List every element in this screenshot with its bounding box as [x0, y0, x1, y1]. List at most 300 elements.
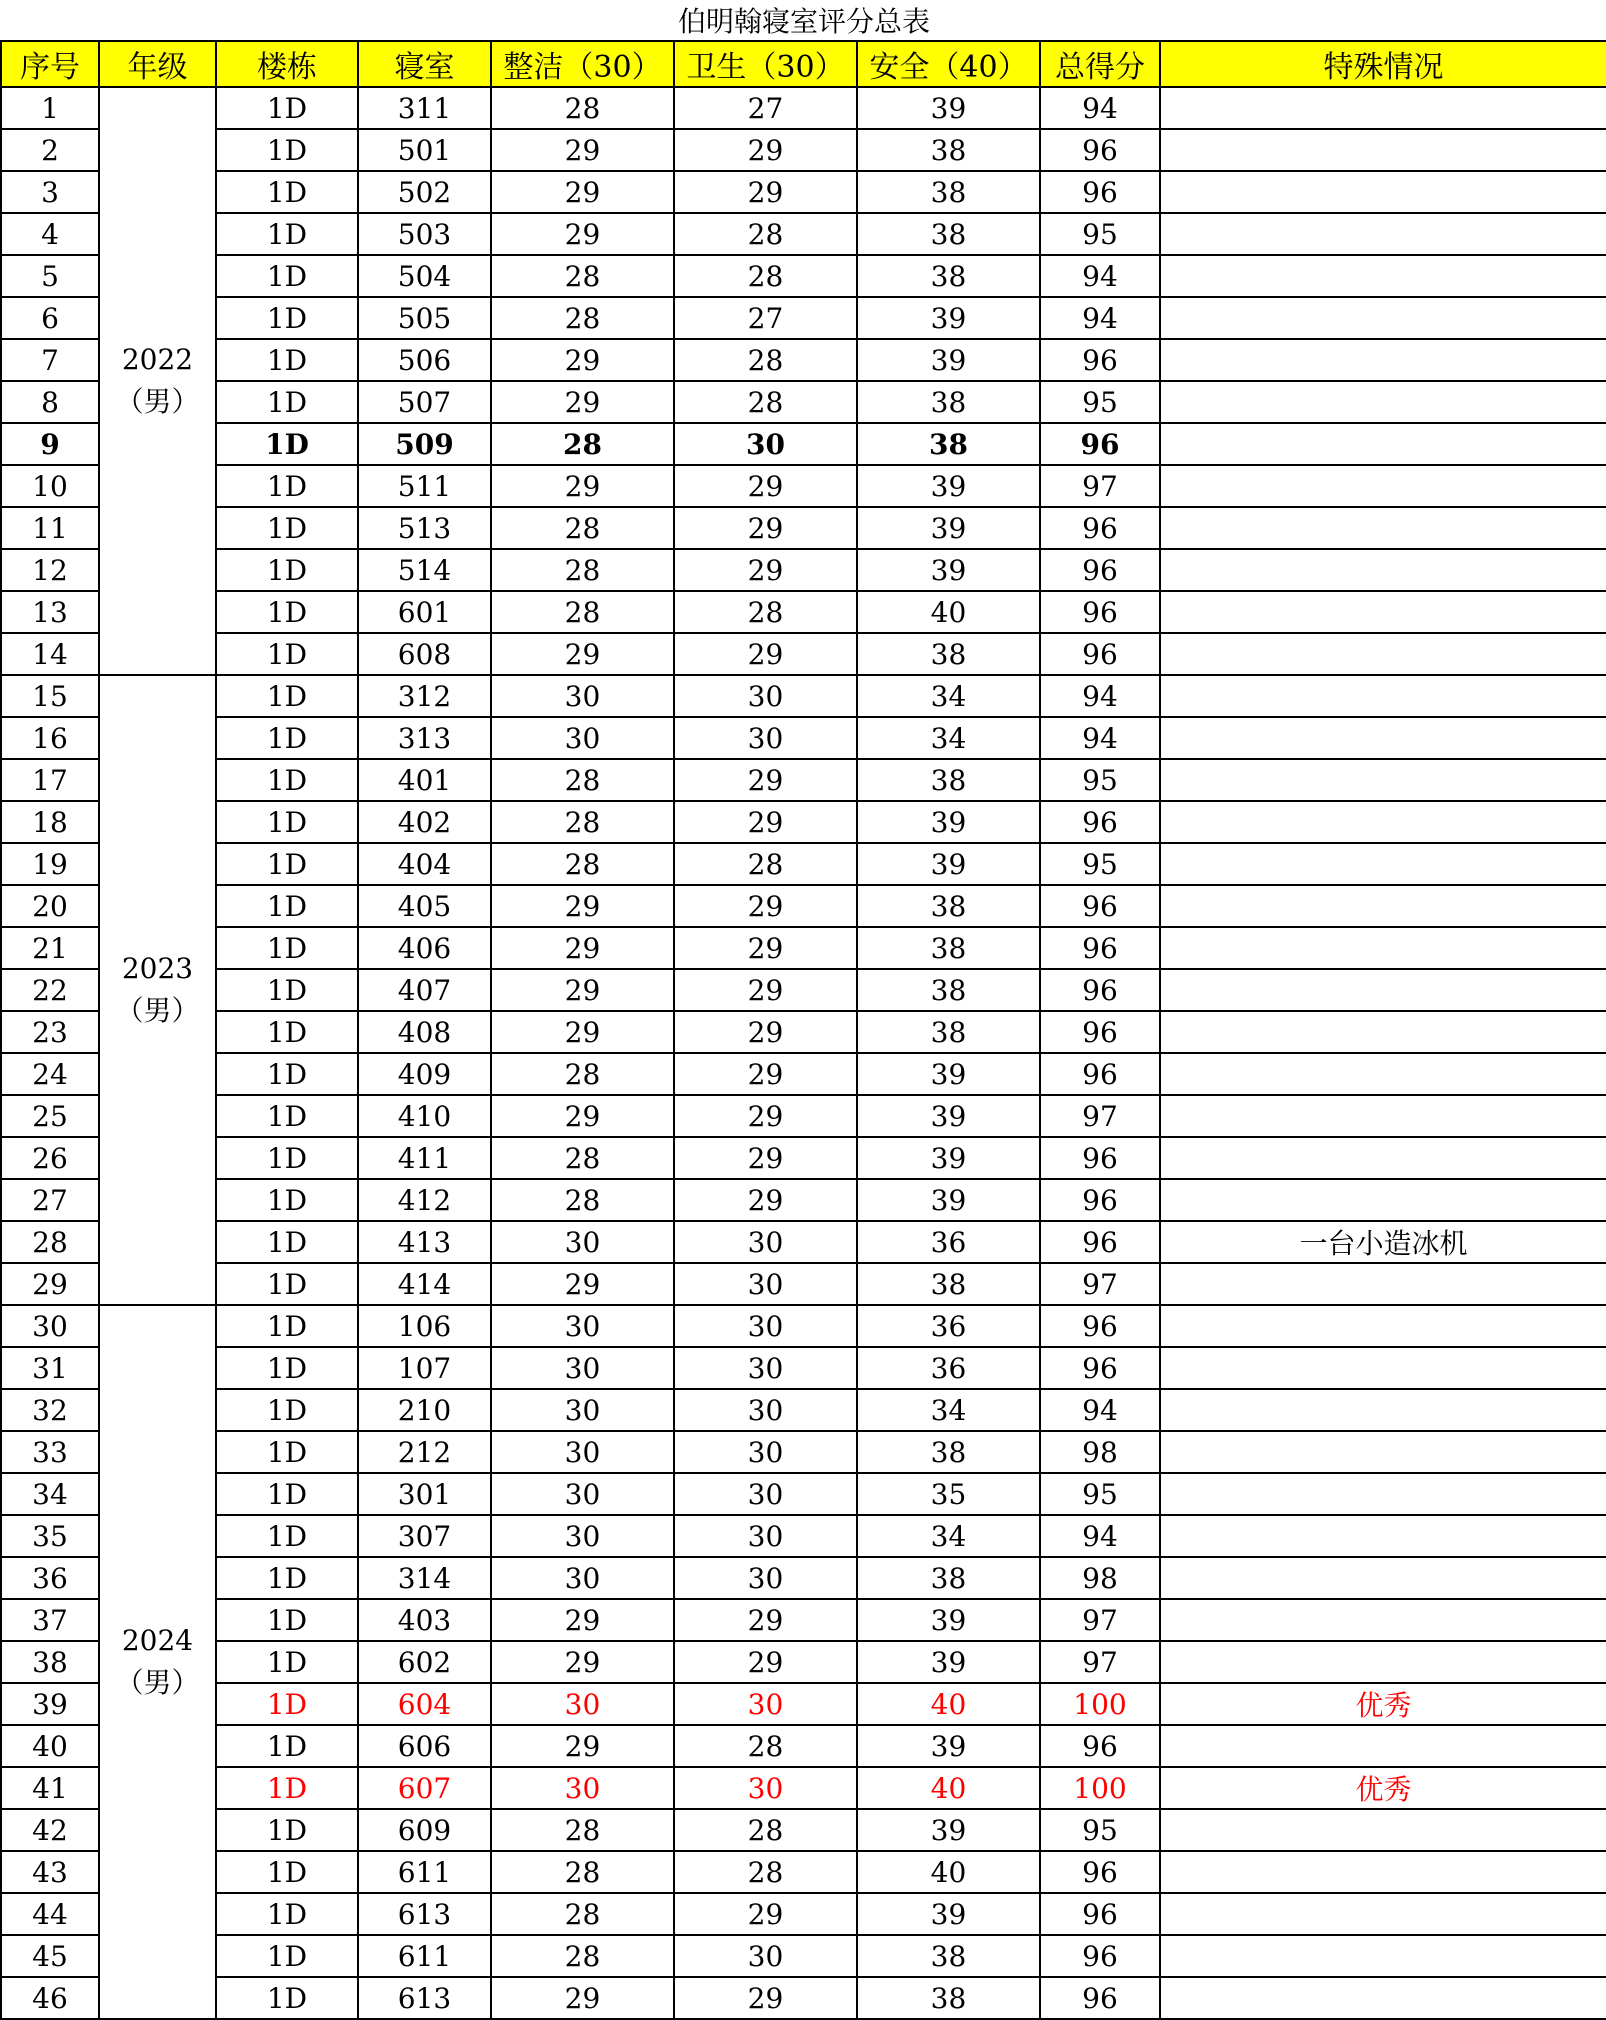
cell-hygiene[interactable]: 30 [674, 1305, 857, 1347]
cell-hygiene[interactable]: 28 [674, 843, 857, 885]
header-cell-hygiene[interactable]: 卫生（30） [674, 41, 857, 87]
cell-building[interactable]: 1D [216, 633, 358, 675]
cell-building[interactable]: 1D [216, 801, 358, 843]
cell-safety[interactable]: 39 [857, 1599, 1040, 1641]
cell-building[interactable]: 1D [216, 1473, 358, 1515]
cell-tidy[interactable]: 28 [491, 423, 674, 465]
cell-total[interactable]: 96 [1040, 507, 1160, 549]
cell-building[interactable]: 1D [216, 255, 358, 297]
cell-safety[interactable]: 38 [857, 213, 1040, 255]
cell-note[interactable] [1160, 339, 1606, 381]
cell-no[interactable]: 31 [1, 1347, 99, 1389]
cell-no[interactable]: 3 [1, 171, 99, 213]
cell-total[interactable]: 97 [1040, 1263, 1160, 1305]
cell-safety[interactable]: 40 [857, 1683, 1040, 1725]
cell-hygiene[interactable]: 29 [674, 1137, 857, 1179]
cell-safety[interactable]: 36 [857, 1221, 1040, 1263]
cell-tidy[interactable]: 30 [491, 1557, 674, 1599]
cell-note[interactable] [1160, 1557, 1606, 1599]
cell-tidy[interactable]: 29 [491, 1011, 674, 1053]
cell-total[interactable]: 96 [1040, 1179, 1160, 1221]
cell-room[interactable]: 405 [358, 885, 491, 927]
cell-building[interactable]: 1D [216, 381, 358, 423]
cell-hygiene[interactable]: 30 [674, 1221, 857, 1263]
cell-no[interactable]: 17 [1, 759, 99, 801]
cell-note[interactable] [1160, 1347, 1606, 1389]
cell-tidy[interactable]: 28 [491, 759, 674, 801]
cell-safety[interactable]: 40 [857, 1767, 1040, 1809]
cell-room[interactable]: 413 [358, 1221, 491, 1263]
cell-no[interactable]: 1 [1, 87, 99, 129]
cell-total[interactable]: 96 [1040, 1977, 1160, 2019]
cell-safety[interactable]: 34 [857, 1515, 1040, 1557]
cell-tidy[interactable]: 29 [491, 381, 674, 423]
cell-tidy[interactable]: 28 [491, 1893, 674, 1935]
cell-safety[interactable]: 39 [857, 1053, 1040, 1095]
cell-note[interactable] [1160, 171, 1606, 213]
cell-tidy[interactable]: 28 [491, 507, 674, 549]
cell-building[interactable]: 1D [216, 717, 358, 759]
cell-safety[interactable]: 38 [857, 885, 1040, 927]
cell-no[interactable]: 23 [1, 1011, 99, 1053]
cell-tidy[interactable]: 29 [491, 1599, 674, 1641]
cell-safety[interactable]: 40 [857, 591, 1040, 633]
cell-room[interactable]: 412 [358, 1179, 491, 1221]
cell-safety[interactable]: 38 [857, 633, 1040, 675]
cell-no[interactable]: 14 [1, 633, 99, 675]
cell-safety[interactable]: 38 [857, 1431, 1040, 1473]
cell-building[interactable]: 1D [216, 1053, 358, 1095]
cell-building[interactable]: 1D [216, 1809, 358, 1851]
cell-building[interactable]: 1D [216, 1179, 358, 1221]
cell-building[interactable]: 1D [216, 1431, 358, 1473]
cell-note[interactable] [1160, 927, 1606, 969]
cell-note[interactable] [1160, 675, 1606, 717]
cell-room[interactable]: 314 [358, 1557, 491, 1599]
cell-tidy[interactable]: 28 [491, 549, 674, 591]
cell-room[interactable]: 401 [358, 759, 491, 801]
cell-safety[interactable]: 38 [857, 1011, 1040, 1053]
cell-no[interactable]: 24 [1, 1053, 99, 1095]
cell-tidy[interactable]: 30 [491, 1767, 674, 1809]
cell-note[interactable] [1160, 591, 1606, 633]
cell-no[interactable]: 45 [1, 1935, 99, 1977]
cell-safety[interactable]: 38 [857, 969, 1040, 1011]
cell-room[interactable]: 311 [358, 87, 491, 129]
header-cell-no[interactable]: 序号 [1, 41, 99, 87]
cell-hygiene[interactable]: 29 [674, 759, 857, 801]
cell-tidy[interactable]: 28 [491, 843, 674, 885]
cell-no[interactable]: 36 [1, 1557, 99, 1599]
cell-safety[interactable]: 36 [857, 1305, 1040, 1347]
cell-room[interactable]: 509 [358, 423, 491, 465]
cell-room[interactable]: 608 [358, 633, 491, 675]
cell-note[interactable] [1160, 255, 1606, 297]
cell-room[interactable]: 312 [358, 675, 491, 717]
cell-hygiene[interactable]: 27 [674, 297, 857, 339]
cell-building[interactable]: 1D [216, 1095, 358, 1137]
cell-note[interactable] [1160, 759, 1606, 801]
cell-tidy[interactable]: 29 [491, 465, 674, 507]
cell-note[interactable] [1160, 423, 1606, 465]
cell-safety[interactable]: 39 [857, 1725, 1040, 1767]
cell-total[interactable]: 95 [1040, 1809, 1160, 1851]
cell-building[interactable]: 1D [216, 129, 358, 171]
cell-tidy[interactable]: 30 [491, 1221, 674, 1263]
cell-hygiene[interactable]: 29 [674, 549, 857, 591]
cell-room[interactable]: 602 [358, 1641, 491, 1683]
cell-no[interactable]: 19 [1, 843, 99, 885]
cell-room[interactable]: 504 [358, 255, 491, 297]
cell-room[interactable]: 507 [358, 381, 491, 423]
cell-note[interactable] [1160, 1851, 1606, 1893]
cell-total[interactable]: 96 [1040, 633, 1160, 675]
cell-hygiene[interactable]: 29 [674, 801, 857, 843]
cell-safety[interactable]: 38 [857, 1557, 1040, 1599]
cell-note[interactable] [1160, 1095, 1606, 1137]
cell-no[interactable]: 43 [1, 1851, 99, 1893]
cell-no[interactable]: 25 [1, 1095, 99, 1137]
cell-tidy[interactable]: 29 [491, 885, 674, 927]
cell-total[interactable]: 96 [1040, 423, 1160, 465]
cell-note[interactable] [1160, 1179, 1606, 1221]
cell-safety[interactable]: 38 [857, 423, 1040, 465]
cell-hygiene[interactable]: 30 [674, 1347, 857, 1389]
cell-total[interactable]: 94 [1040, 1389, 1160, 1431]
cell-hygiene[interactable]: 29 [674, 1053, 857, 1095]
cell-safety[interactable]: 35 [857, 1473, 1040, 1515]
cell-safety[interactable]: 39 [857, 507, 1040, 549]
cell-building[interactable]: 1D [216, 927, 358, 969]
cell-building[interactable]: 1D [216, 843, 358, 885]
header-cell-note[interactable]: 特殊情况 [1160, 41, 1606, 87]
cell-grade[interactable] [99, 1305, 216, 2019]
cell-building[interactable]: 1D [216, 1683, 358, 1725]
cell-note[interactable] [1160, 1473, 1606, 1515]
cell-no[interactable]: 35 [1, 1515, 99, 1557]
cell-room[interactable]: 503 [358, 213, 491, 255]
cell-safety[interactable]: 38 [857, 1263, 1040, 1305]
cell-room[interactable]: 301 [358, 1473, 491, 1515]
cell-note[interactable] [1160, 1137, 1606, 1179]
cell-room[interactable]: 604 [358, 1683, 491, 1725]
cell-building[interactable]: 1D [216, 1557, 358, 1599]
cell-no[interactable]: 34 [1, 1473, 99, 1515]
cell-building[interactable]: 1D [216, 675, 358, 717]
cell-total[interactable]: 96 [1040, 801, 1160, 843]
cell-total[interactable]: 95 [1040, 1473, 1160, 1515]
cell-tidy[interactable]: 29 [491, 1725, 674, 1767]
cell-building[interactable]: 1D [216, 339, 358, 381]
cell-grade[interactable] [99, 87, 216, 675]
cell-total[interactable]: 96 [1040, 1935, 1160, 1977]
cell-room[interactable]: 613 [358, 1977, 491, 2019]
header-cell-grade[interactable]: 年级 [99, 41, 216, 87]
cell-building[interactable]: 1D [216, 213, 358, 255]
cell-building[interactable]: 1D [216, 885, 358, 927]
cell-building[interactable]: 1D [216, 1347, 358, 1389]
cell-tidy[interactable]: 28 [491, 1851, 674, 1893]
cell-hygiene[interactable]: 30 [674, 1473, 857, 1515]
cell-hygiene[interactable]: 29 [674, 1095, 857, 1137]
cell-building[interactable]: 1D [216, 87, 358, 129]
cell-tidy[interactable]: 29 [491, 633, 674, 675]
cell-safety[interactable]: 39 [857, 339, 1040, 381]
cell-building[interactable]: 1D [216, 1263, 358, 1305]
cell-no[interactable]: 13 [1, 591, 99, 633]
cell-building[interactable]: 1D [216, 1641, 358, 1683]
cell-tidy[interactable]: 29 [491, 1095, 674, 1137]
cell-safety[interactable]: 34 [857, 717, 1040, 759]
cell-no[interactable]: 11 [1, 507, 99, 549]
cell-building[interactable]: 1D [216, 969, 358, 1011]
cell-building[interactable]: 1D [216, 1599, 358, 1641]
cell-tidy[interactable]: 29 [491, 339, 674, 381]
cell-hygiene[interactable]: 29 [674, 1977, 857, 2019]
cell-tidy[interactable]: 29 [491, 969, 674, 1011]
cell-safety[interactable]: 38 [857, 927, 1040, 969]
cell-tidy[interactable]: 30 [491, 1431, 674, 1473]
cell-tidy[interactable]: 28 [491, 801, 674, 843]
cell-room[interactable]: 210 [358, 1389, 491, 1431]
cell-hygiene[interactable]: 29 [674, 1011, 857, 1053]
cell-note[interactable] [1160, 1389, 1606, 1431]
cell-safety[interactable]: 38 [857, 759, 1040, 801]
cell-total[interactable]: 96 [1040, 927, 1160, 969]
cell-note[interactable] [1160, 885, 1606, 927]
cell-total[interactable]: 96 [1040, 339, 1160, 381]
cell-hygiene[interactable]: 29 [674, 1893, 857, 1935]
cell-total[interactable]: 96 [1040, 129, 1160, 171]
cell-total[interactable]: 96 [1040, 171, 1160, 213]
cell-room[interactable]: 609 [358, 1809, 491, 1851]
cell-no[interactable]: 28 [1, 1221, 99, 1263]
cell-note[interactable] [1160, 1599, 1606, 1641]
cell-building[interactable]: 1D [216, 1305, 358, 1347]
cell-note[interactable] [1160, 801, 1606, 843]
cell-safety[interactable]: 39 [857, 297, 1040, 339]
cell-note[interactable]: 优秀 [1160, 1767, 1606, 1809]
cell-hygiene[interactable]: 28 [674, 591, 857, 633]
cell-no[interactable]: 5 [1, 255, 99, 297]
cell-hygiene[interactable]: 28 [674, 213, 857, 255]
cell-hygiene[interactable]: 29 [674, 633, 857, 675]
cell-total[interactable]: 94 [1040, 1515, 1160, 1557]
cell-hygiene[interactable]: 27 [674, 87, 857, 129]
cell-safety[interactable]: 38 [857, 171, 1040, 213]
cell-room[interactable]: 411 [358, 1137, 491, 1179]
cell-total[interactable]: 96 [1040, 969, 1160, 1011]
cell-safety[interactable]: 39 [857, 843, 1040, 885]
cell-room[interactable]: 414 [358, 1263, 491, 1305]
cell-note[interactable] [1160, 633, 1606, 675]
cell-total[interactable]: 96 [1040, 885, 1160, 927]
cell-total[interactable]: 96 [1040, 1305, 1160, 1347]
cell-safety[interactable]: 39 [857, 1095, 1040, 1137]
cell-note[interactable] [1160, 1725, 1606, 1767]
cell-room[interactable]: 501 [358, 129, 491, 171]
cell-hygiene[interactable]: 29 [674, 465, 857, 507]
cell-no[interactable]: 4 [1, 213, 99, 255]
cell-room[interactable]: 409 [358, 1053, 491, 1095]
cell-tidy[interactable]: 28 [491, 255, 674, 297]
cell-safety[interactable]: 38 [857, 381, 1040, 423]
cell-no[interactable]: 29 [1, 1263, 99, 1305]
cell-note[interactable] [1160, 297, 1606, 339]
cell-room[interactable]: 506 [358, 339, 491, 381]
cell-safety[interactable]: 36 [857, 1347, 1040, 1389]
cell-no[interactable]: 6 [1, 297, 99, 339]
cell-safety[interactable]: 38 [857, 129, 1040, 171]
cell-tidy[interactable]: 30 [491, 717, 674, 759]
cell-room[interactable]: 313 [358, 717, 491, 759]
cell-room[interactable]: 505 [358, 297, 491, 339]
cell-hygiene[interactable]: 30 [674, 423, 857, 465]
cell-tidy[interactable]: 29 [491, 1641, 674, 1683]
cell-room[interactable]: 403 [358, 1599, 491, 1641]
cell-hygiene[interactable]: 30 [674, 675, 857, 717]
cell-tidy[interactable]: 28 [491, 1809, 674, 1851]
cell-no[interactable]: 20 [1, 885, 99, 927]
cell-hygiene[interactable]: 30 [674, 717, 857, 759]
cell-hygiene[interactable]: 28 [674, 255, 857, 297]
header-cell-safety[interactable]: 安全（40） [857, 41, 1040, 87]
cell-total[interactable]: 97 [1040, 1641, 1160, 1683]
cell-building[interactable]: 1D [216, 1767, 358, 1809]
cell-room[interactable]: 611 [358, 1935, 491, 1977]
cell-tidy[interactable]: 28 [491, 591, 674, 633]
cell-note[interactable] [1160, 213, 1606, 255]
cell-building[interactable]: 1D [216, 1893, 358, 1935]
cell-total[interactable]: 94 [1040, 297, 1160, 339]
cell-no[interactable]: 18 [1, 801, 99, 843]
cell-room[interactable]: 106 [358, 1305, 491, 1347]
cell-total[interactable]: 94 [1040, 87, 1160, 129]
cell-grade[interactable] [99, 675, 216, 1305]
cell-no[interactable]: 30 [1, 1305, 99, 1347]
cell-note[interactable] [1160, 1641, 1606, 1683]
cell-tidy[interactable]: 29 [491, 1977, 674, 2019]
cell-total[interactable]: 97 [1040, 465, 1160, 507]
cell-building[interactable]: 1D [216, 465, 358, 507]
cell-tidy[interactable]: 30 [491, 1473, 674, 1515]
cell-total[interactable]: 96 [1040, 549, 1160, 591]
cell-building[interactable]: 1D [216, 1011, 358, 1053]
cell-safety[interactable]: 39 [857, 801, 1040, 843]
cell-tidy[interactable]: 28 [491, 297, 674, 339]
cell-tidy[interactable]: 29 [491, 171, 674, 213]
cell-tidy[interactable]: 30 [491, 1389, 674, 1431]
cell-note[interactable] [1160, 87, 1606, 129]
cell-no[interactable]: 39 [1, 1683, 99, 1725]
cell-total[interactable]: 96 [1040, 591, 1160, 633]
cell-total[interactable]: 94 [1040, 717, 1160, 759]
cell-hygiene[interactable]: 29 [674, 927, 857, 969]
cell-tidy[interactable]: 28 [491, 1935, 674, 1977]
cell-hygiene[interactable]: 30 [674, 1515, 857, 1557]
cell-no[interactable]: 40 [1, 1725, 99, 1767]
cell-note[interactable] [1160, 465, 1606, 507]
cell-no[interactable]: 12 [1, 549, 99, 591]
cell-tidy[interactable]: 30 [491, 1683, 674, 1725]
cell-note[interactable] [1160, 1515, 1606, 1557]
cell-total[interactable]: 96 [1040, 1851, 1160, 1893]
cell-building[interactable]: 1D [216, 423, 358, 465]
cell-no[interactable]: 32 [1, 1389, 99, 1431]
cell-total[interactable]: 100 [1040, 1683, 1160, 1725]
cell-total[interactable]: 95 [1040, 843, 1160, 885]
cell-tidy[interactable]: 30 [491, 1305, 674, 1347]
cell-tidy[interactable]: 30 [491, 1347, 674, 1389]
cell-building[interactable]: 1D [216, 297, 358, 339]
cell-total[interactable]: 97 [1040, 1599, 1160, 1641]
cell-room[interactable]: 601 [358, 591, 491, 633]
cell-note[interactable]: 优秀 [1160, 1683, 1606, 1725]
cell-note[interactable] [1160, 717, 1606, 759]
cell-safety[interactable]: 40 [857, 1851, 1040, 1893]
cell-hygiene[interactable]: 29 [674, 129, 857, 171]
cell-safety[interactable]: 39 [857, 1641, 1040, 1683]
cell-no[interactable]: 26 [1, 1137, 99, 1179]
cell-hygiene[interactable]: 28 [674, 381, 857, 423]
cell-total[interactable]: 96 [1040, 1137, 1160, 1179]
cell-safety[interactable]: 39 [857, 1179, 1040, 1221]
cell-hygiene[interactable]: 28 [674, 1851, 857, 1893]
cell-no[interactable]: 37 [1, 1599, 99, 1641]
cell-hygiene[interactable]: 29 [674, 1599, 857, 1641]
cell-total[interactable]: 96 [1040, 1011, 1160, 1053]
cell-no[interactable]: 2 [1, 129, 99, 171]
cell-note[interactable] [1160, 1053, 1606, 1095]
cell-hygiene[interactable]: 30 [674, 1431, 857, 1473]
header-cell-tidy[interactable]: 整洁（30） [491, 41, 674, 87]
cell-safety[interactable]: 34 [857, 675, 1040, 717]
cell-safety[interactable]: 39 [857, 1893, 1040, 1935]
cell-hygiene[interactable]: 28 [674, 1725, 857, 1767]
cell-building[interactable]: 1D [216, 549, 358, 591]
cell-hygiene[interactable]: 29 [674, 1179, 857, 1221]
cell-total[interactable]: 96 [1040, 1725, 1160, 1767]
cell-building[interactable]: 1D [216, 1935, 358, 1977]
cell-note[interactable]: 一台小造冰机 [1160, 1221, 1606, 1263]
cell-building[interactable]: 1D [216, 507, 358, 549]
cell-total[interactable]: 96 [1040, 1221, 1160, 1263]
cell-hygiene[interactable]: 28 [674, 1809, 857, 1851]
cell-total[interactable]: 96 [1040, 1893, 1160, 1935]
cell-building[interactable]: 1D [216, 1725, 358, 1767]
cell-note[interactable] [1160, 549, 1606, 591]
cell-total[interactable]: 100 [1040, 1767, 1160, 1809]
cell-total[interactable]: 94 [1040, 255, 1160, 297]
cell-room[interactable]: 607 [358, 1767, 491, 1809]
cell-no[interactable]: 22 [1, 969, 99, 1011]
cell-hygiene[interactable]: 29 [674, 969, 857, 1011]
cell-room[interactable]: 107 [358, 1347, 491, 1389]
cell-total[interactable]: 94 [1040, 675, 1160, 717]
cell-no[interactable]: 8 [1, 381, 99, 423]
cell-building[interactable]: 1D [216, 1221, 358, 1263]
cell-hygiene[interactable]: 30 [674, 1767, 857, 1809]
cell-note[interactable] [1160, 1893, 1606, 1935]
cell-room[interactable]: 212 [358, 1431, 491, 1473]
cell-safety[interactable]: 39 [857, 87, 1040, 129]
cell-building[interactable]: 1D [216, 1137, 358, 1179]
cell-note[interactable] [1160, 1305, 1606, 1347]
cell-total[interactable]: 95 [1040, 213, 1160, 255]
cell-tidy[interactable]: 30 [491, 675, 674, 717]
cell-no[interactable]: 10 [1, 465, 99, 507]
cell-building[interactable]: 1D [216, 171, 358, 213]
